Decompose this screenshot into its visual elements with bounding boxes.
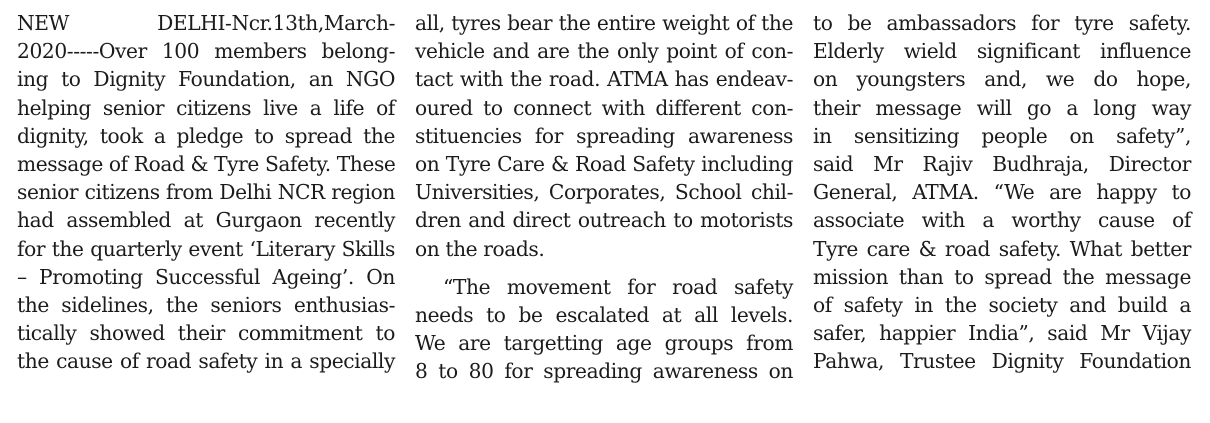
text-line: NEW DELHI-Ncr.13th,March- — [17, 11, 395, 35]
text-line: associate with a worthy cause of — [813, 208, 1191, 233]
text-line: Universities, Corporates, School chil- — [415, 180, 793, 205]
text-line: We are targetting age groups from — [415, 331, 793, 356]
text-line: ing to Dignity Foundation, an NGO — [17, 67, 395, 92]
text-line: the cause of road safety in a specially — [17, 349, 395, 374]
text-line: vehicle and are the only point of con- — [415, 39, 793, 64]
text-line: mission than to spread the message — [813, 264, 1191, 289]
text-line: dignity, took a pledge to spread the — [17, 123, 395, 148]
text-line: to be ambassadors for tyre safety. — [813, 11, 1191, 35]
text-line: message of Road & Tyre Safety. These — [17, 151, 396, 176]
text-line: – Promoting Successful Ageing’. On — [17, 264, 395, 289]
text-line: oured to connect with different con- — [415, 95, 793, 120]
text-line: their message will go a long way — [813, 95, 1191, 120]
text-line: said Mr Rajiv Budhraja, Director — [813, 151, 1191, 176]
text-line: General, ATMA. “We are happy to — [813, 180, 1191, 205]
text-line: on Tyre Care & Road Safety including — [415, 151, 793, 176]
article-column-2 — [415, 9, 793, 385]
text-line: of safety in the society and build a — [813, 292, 1191, 317]
text-line: safer, happier India”, said Mr Vijay — [813, 321, 1191, 346]
text-line: 8 to 80 for spreading awareness on — [415, 359, 793, 384]
text-line: Pahwa, Trustee Dignity Foundation — [813, 349, 1191, 374]
text-line: Elderly wield significant influence — [813, 39, 1191, 64]
text-line: Tyre care & road safety. What better — [813, 236, 1191, 261]
text-line: tically showed their commitment to — [17, 321, 395, 346]
article-column-3 — [813, 9, 1191, 375]
text-line: in sensitizing people on safety”, — [813, 123, 1191, 148]
text-line: all, tyres bear the entire weight of the — [415, 11, 793, 35]
text-line: stituencies for spreading awareness — [415, 123, 793, 148]
text-line: on the roads. — [415, 236, 545, 261]
text-line: the sidelines, the seniors enthusias- — [17, 292, 395, 317]
text-line: tact with the road. ATMA has endeav- — [415, 67, 793, 92]
text-line: 2020-----Over 100 members belong- — [17, 39, 395, 64]
text-line: “The movement for road safety — [443, 274, 793, 299]
text-line: dren and direct outreach to motorists — [415, 208, 793, 233]
article-column-1 — [17, 9, 395, 375]
text-line: had assembled at Gurgaon recently — [17, 208, 395, 233]
text-line: on youngsters and, we do hope, — [813, 67, 1191, 92]
text-line: senior citizens from Delhi NCR region — [17, 180, 395, 205]
text-line: needs to be escalated at all levels. — [415, 302, 793, 327]
text-line: helping senior citizens live a life of — [17, 95, 395, 120]
text-line: for the quarterly event ‘Literary Skills — [17, 236, 395, 261]
paragraph-gap — [415, 263, 793, 273]
